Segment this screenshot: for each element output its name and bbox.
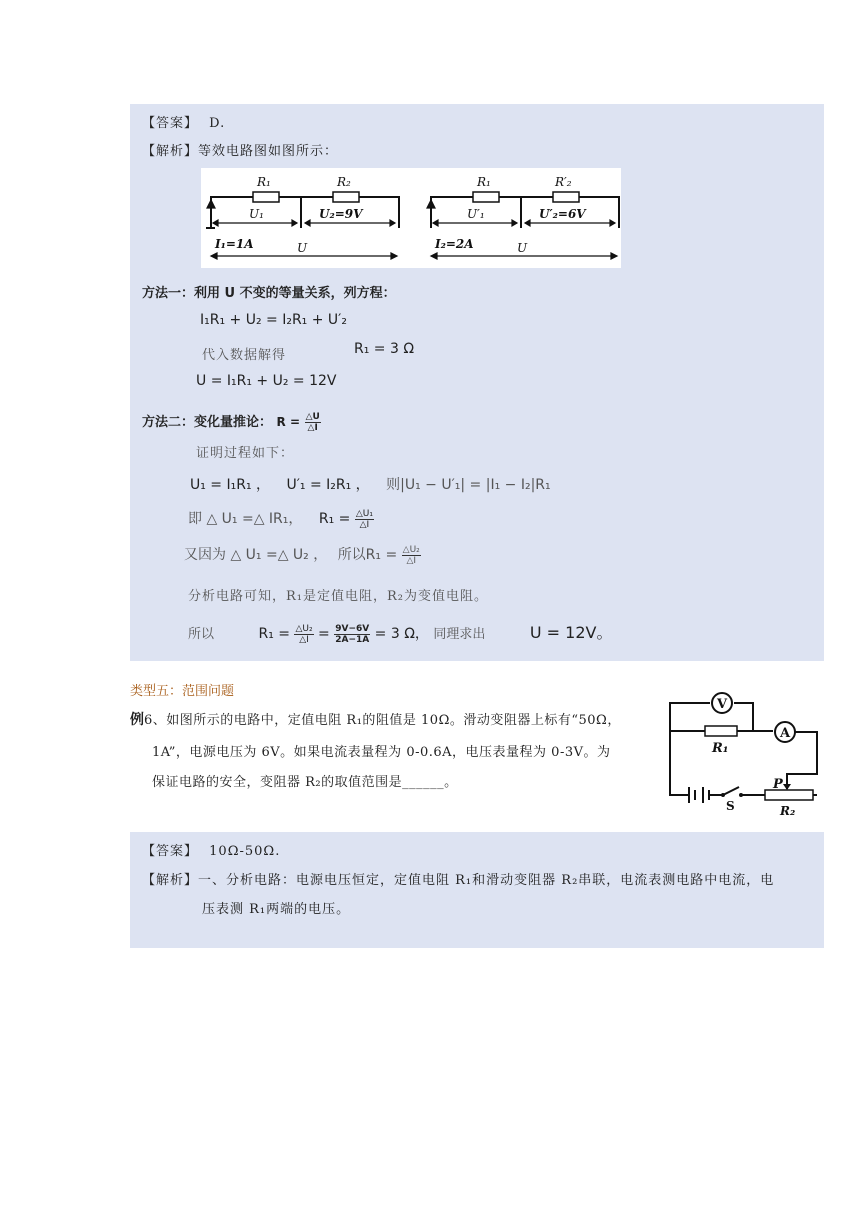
answer-value: D. <box>209 116 226 131</box>
section-heading: 类型五：范围问题 <box>130 684 235 699</box>
p5b: R₁ = <box>258 626 290 642</box>
analysis-line-2 <box>142 869 774 888</box>
p3-fraction <box>402 545 421 566</box>
circuit-s-label: S <box>726 799 735 813</box>
example-label: 例 <box>130 712 144 728</box>
equivalent-circuit-diagram <box>201 168 621 268</box>
answer-line <box>142 112 225 131</box>
p5e: U = 12V。 <box>529 623 613 642</box>
method1-title: 方法一：利用 U 不变的等量关系，列方程： <box>142 286 396 301</box>
p5-num2: 9V−6V <box>335 623 370 634</box>
analysis-line <box>142 140 338 159</box>
analysis-tag: 【解析】 <box>142 144 199 159</box>
p5-fraction-1 <box>294 624 313 645</box>
proof-intro: 证明过程如下： <box>196 446 295 461</box>
eq1b-math: R₁ = 3 Ω <box>354 341 415 357</box>
fig-left-r2: R₂ <box>337 175 351 189</box>
example-circuit-figure <box>665 688 825 818</box>
eq1c: U = I₁R₁ + U₂ = 12V <box>196 373 337 389</box>
fig-right-r2: R′₂ <box>555 175 572 189</box>
fig-left-i: I₁=1A <box>215 237 254 251</box>
circuit-r1-label: R₁ <box>712 741 729 756</box>
method2-title-text: 方法二：变化量推论： <box>142 415 273 430</box>
analysis-line-2b: 压表测 R₁两端的电压。 <box>202 902 351 917</box>
example-text-1: 6、如图所示的电路中，定值电阻 R₁的阻值是 10Ω。滑动变阻器上标有“50Ω， <box>144 713 621 728</box>
p1b: U′₁ = I₂R₁ ， <box>286 477 370 493</box>
circuit-a-label: A <box>780 726 791 741</box>
p1a: U₁ = I₁R₁ ， <box>190 477 271 493</box>
circuit-p-label: P <box>773 777 783 792</box>
proof-line-4: 分析电路可知，R₁是定值电阻，R₂为变值电阻。 <box>188 589 488 604</box>
p5d: 同理求出 <box>433 627 486 642</box>
p2b: R₁ = <box>318 511 351 527</box>
proof-line-2 <box>188 508 374 530</box>
p2-fraction <box>355 509 374 530</box>
circuit-r2-label: R₂ <box>780 804 796 818</box>
p3-den: △I <box>406 555 417 566</box>
fig-right-u2: U′₂=6V <box>539 207 586 221</box>
fig-left-u: U <box>297 241 308 255</box>
p2-den: △I <box>359 519 370 530</box>
fig-right-u1: U′₁ <box>467 207 485 221</box>
answer-value-2: 10Ω-50Ω. <box>209 844 281 859</box>
answer-tag-2: 【答案】 <box>142 844 199 859</box>
eq1b-text: 代入数据解得 <box>202 348 287 363</box>
p3-num: △U₂ <box>402 544 420 555</box>
example-line-1 <box>130 707 621 734</box>
example-circuit-diagram <box>665 688 825 818</box>
p2a: 即 △ U₁ =△ IR₁， <box>188 511 303 527</box>
example-line-2: 1A”，电源电压为 6V。如果电流表量程为 0-0.6A，电压表量程为 0-3V。为 <box>152 745 611 760</box>
p5-den2: 2A−1A <box>335 634 370 645</box>
proof-line-5: 所以 R₁ = $\frac{\text{△U₂}}{\triangle I}$ = $\frac{9V-6V}{2A-1A}$ = 3 Ω， 同理求出 U = 12V。 <box>188 623 613 645</box>
p3b: 所以R₁ = <box>337 547 398 563</box>
p5-den1: △I <box>299 634 309 645</box>
answer-line-2 <box>142 840 280 859</box>
method2-title <box>142 411 321 433</box>
m2-num: △U <box>305 412 320 422</box>
p2-num: △U₁ <box>355 508 373 519</box>
analysis-text-2: 一、分析电路：电源电压恒定，定值电阻 R₁和滑动变阻器 R₂串联，电流表测电路中电流，电 <box>198 873 775 888</box>
m2-fraction <box>305 412 321 433</box>
proof-line-1 <box>190 474 551 494</box>
p1c: 则|U₁ − U′₁| = |I₁ − I₂|R₁ <box>386 477 551 493</box>
m2-lhs: R = <box>276 415 301 429</box>
m2-den: △I <box>307 423 318 433</box>
p5c: = 3 Ω， <box>374 626 429 642</box>
analysis-tag-2: 【解析】 <box>142 873 199 888</box>
example-line-3: 保证电路的安全，变阻器 R₂的取值范围是______。 <box>152 775 458 790</box>
fig-left-r1: R₁ <box>257 175 271 189</box>
fig-right-r1: R₁ <box>477 175 491 189</box>
p5-fraction-2 <box>334 624 370 645</box>
fig-left-u1: U₁ <box>249 207 264 221</box>
p3a: 又因为 △ U₁ =△ U₂ ， <box>184 547 328 563</box>
answer-tag: 【答案】 <box>142 116 199 131</box>
proof-line-3 <box>184 544 421 566</box>
circuit-v-label: V <box>717 697 728 712</box>
fig-right-u: U <box>517 241 528 255</box>
p5a: 所以 <box>188 627 215 642</box>
equivalent-circuit-figure <box>201 168 621 268</box>
analysis-text: 等效电路图如图所示： <box>198 144 339 159</box>
p5-num1: △U₂ <box>295 623 313 634</box>
fig-left-u2: U₂=9V <box>319 207 363 221</box>
fig-right-i: I₂=2A <box>435 237 474 251</box>
eq1: I₁R₁ + U₂ = I₂R₁ + U′₂ <box>200 312 347 328</box>
